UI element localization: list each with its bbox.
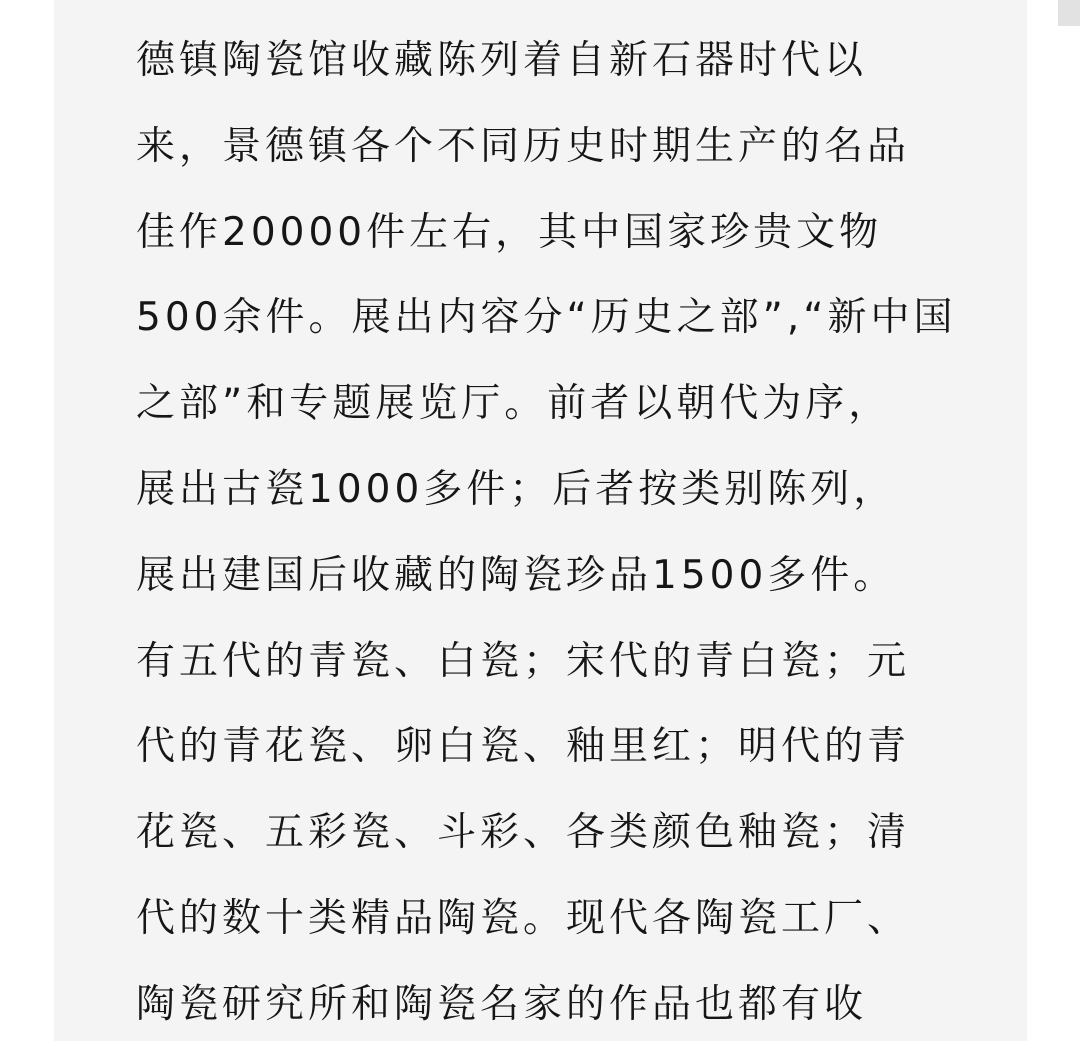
article-line: 之部”和专题展览厅。前者以朝代为序， — [136, 381, 892, 427]
article-line: 500余件。展出内容分“历史之部”,“新中国 — [136, 295, 957, 341]
article-line: 代的数十类精品陶瓷。现代各陶瓷工厂、 — [136, 895, 911, 941]
article-line: 来，景德镇各个不同历史时期生产的名品 — [136, 123, 911, 169]
article-line: 代的青花瓷、卵白瓷、釉里红；明代的青 — [136, 724, 911, 770]
article-line: 花瓷、五彩瓷、斗彩、各类颜色釉瓷；清 — [136, 810, 911, 856]
scrollbar-thumb[interactable] — [1058, 0, 1080, 26]
article-line: 陶瓷研究所和陶瓷名家的作品也都有收 — [136, 981, 868, 1027]
article-body — [136, 18, 956, 1041]
article-line: 有五代的青瓷、白瓷；宋代的青白瓷；元 — [136, 638, 911, 684]
article-line: 佳作20000件左右，其中国家珍贵文物 — [136, 209, 883, 255]
article-line: 展出古瓷1000多件；后者按类别陈列， — [136, 466, 897, 512]
article-line: 展出建国后收藏的陶瓷珍品1500多件。 — [136, 552, 897, 598]
article-line: 德镇陶瓷馆收藏陈列着自新石器时代以 — [136, 38, 868, 83]
